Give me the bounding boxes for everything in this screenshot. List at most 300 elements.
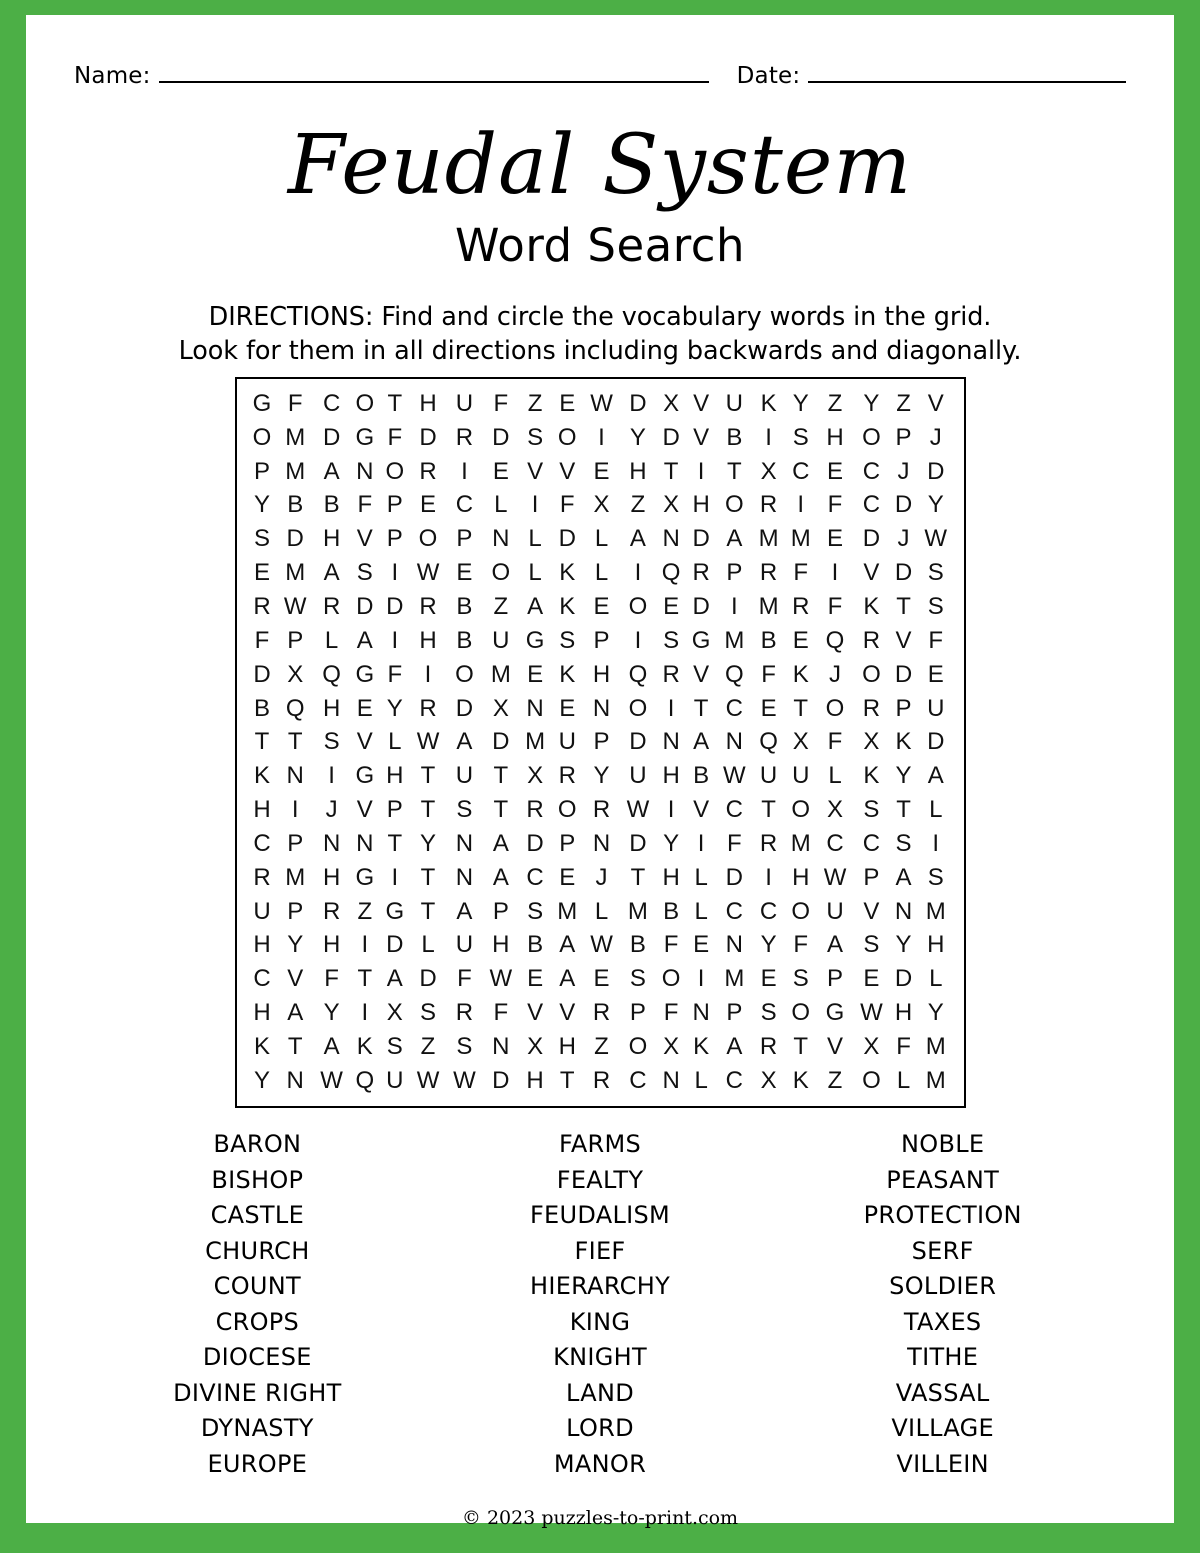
grid-cell[interactable]: G bbox=[355, 863, 375, 891]
grid-cell[interactable]: K bbox=[863, 762, 880, 790]
grid-cell[interactable]: I bbox=[730, 592, 738, 620]
grid-cell[interactable]: C bbox=[725, 694, 743, 722]
grid-cell[interactable]: Q bbox=[825, 626, 845, 654]
grid-cell[interactable]: C bbox=[862, 491, 881, 519]
grid-cell[interactable]: G bbox=[691, 626, 711, 654]
grid-cell[interactable]: F bbox=[793, 931, 809, 959]
grid-cell[interactable]: P bbox=[386, 525, 403, 553]
grid-cell[interactable]: Y bbox=[420, 829, 437, 857]
grid-cell[interactable]: R bbox=[592, 796, 611, 824]
grid-cell[interactable]: H bbox=[558, 1032, 576, 1060]
grid-cell[interactable]: Y bbox=[663, 829, 680, 857]
grid-cell[interactable]: N bbox=[356, 829, 374, 857]
grid-cell[interactable]: X bbox=[760, 457, 777, 485]
grid-cell[interactable]: H bbox=[662, 863, 680, 891]
grid-cell[interactable]: P bbox=[827, 965, 844, 993]
grid-cell[interactable]: L bbox=[929, 965, 943, 993]
word-list-item[interactable]: COUNT bbox=[213, 1272, 301, 1300]
grid-cell[interactable]: H bbox=[419, 626, 437, 654]
grid-cell[interactable]: O bbox=[862, 1066, 881, 1094]
grid-cell[interactable]: P bbox=[386, 796, 403, 824]
grid-cell[interactable]: K bbox=[559, 559, 576, 587]
grid-cell[interactable]: S bbox=[629, 965, 646, 993]
grid-cell[interactable]: N bbox=[725, 931, 743, 959]
grid-cell[interactable]: R bbox=[862, 626, 881, 654]
grid-cell[interactable]: P bbox=[593, 728, 610, 756]
grid-cell[interactable]: X bbox=[386, 999, 403, 1027]
grid-cell[interactable]: Y bbox=[287, 931, 304, 959]
grid-cell[interactable]: W bbox=[416, 728, 440, 756]
word-list-item[interactable]: TAXES bbox=[903, 1307, 982, 1336]
grid-cell[interactable]: H bbox=[927, 931, 945, 959]
grid-cell[interactable]: F bbox=[254, 626, 270, 654]
grid-cell[interactable]: C bbox=[862, 457, 881, 485]
grid-cell[interactable]: P bbox=[895, 694, 912, 722]
grid-cell[interactable]: S bbox=[456, 796, 473, 824]
grid-cell[interactable]: P bbox=[287, 626, 304, 654]
grid-cell[interactable]: X bbox=[527, 1032, 544, 1060]
grid-cell[interactable]: Z bbox=[827, 1066, 843, 1094]
grid-cell[interactable]: A bbox=[629, 525, 646, 553]
grid-cell[interactable]: T bbox=[559, 1066, 575, 1094]
grid-cell[interactable]: U bbox=[492, 626, 510, 654]
grid-cell[interactable]: E bbox=[827, 457, 844, 485]
grid-cell[interactable]: Z bbox=[357, 897, 373, 925]
grid-cell[interactable]: V bbox=[927, 389, 944, 417]
grid-cell[interactable]: N bbox=[894, 897, 913, 925]
grid-cell[interactable]: C bbox=[725, 1066, 743, 1094]
grid-cell[interactable]: S bbox=[527, 897, 544, 925]
grid-cell[interactable]: A bbox=[386, 965, 403, 993]
word-list-item[interactable]: FARMS bbox=[558, 1130, 642, 1158]
grid-cell[interactable]: L bbox=[896, 1066, 911, 1094]
grid-cell[interactable]: F bbox=[663, 999, 679, 1027]
grid-cell[interactable]: W bbox=[416, 1066, 440, 1094]
grid-cell[interactable]: D bbox=[455, 694, 474, 722]
grid-cell[interactable]: V bbox=[356, 525, 373, 553]
grid-cell[interactable]: C bbox=[759, 897, 778, 925]
grid-cell[interactable]: J bbox=[897, 457, 910, 485]
grid-cell[interactable]: Q bbox=[661, 559, 681, 587]
grid-cell[interactable]: E bbox=[863, 965, 880, 993]
grid-cell[interactable]: V bbox=[527, 457, 544, 485]
word-list-item[interactable]: LORD bbox=[566, 1414, 634, 1442]
grid-cell[interactable]: A bbox=[323, 457, 340, 485]
grid-cell[interactable]: D bbox=[386, 931, 404, 959]
grid-cell[interactable]: P bbox=[253, 457, 270, 485]
word-list-item[interactable]: VILLAGE bbox=[891, 1414, 994, 1442]
grid-cell[interactable]: P bbox=[629, 999, 646, 1027]
grid-cell[interactable]: K bbox=[559, 660, 576, 688]
grid-cell[interactable]: H bbox=[322, 694, 341, 722]
grid-cell[interactable]: O bbox=[791, 999, 811, 1027]
grid-cell[interactable]: M bbox=[285, 863, 306, 891]
grid-cell[interactable]: A bbox=[927, 762, 944, 790]
grid-cell[interactable]: F bbox=[793, 559, 809, 587]
grid-cell[interactable]: I bbox=[391, 559, 399, 587]
grid-cell[interactable]: P bbox=[726, 999, 743, 1027]
grid-cell[interactable]: A bbox=[895, 863, 912, 891]
word-list-item[interactable]: CROPS bbox=[215, 1307, 300, 1336]
grid-cell[interactable]: A bbox=[323, 559, 340, 587]
grid-cell[interactable]: M bbox=[490, 660, 511, 688]
grid-cell[interactable]: I bbox=[697, 829, 705, 857]
grid-cell[interactable]: A bbox=[726, 525, 743, 553]
grid-cell[interactable]: L bbox=[828, 762, 842, 790]
grid-cell[interactable]: M bbox=[525, 728, 546, 756]
grid-cell[interactable]: D bbox=[894, 965, 913, 993]
grid-cell[interactable]: T bbox=[357, 965, 373, 993]
grid-cell[interactable]: D bbox=[927, 728, 945, 756]
grid-cell[interactable]: I bbox=[667, 796, 675, 824]
grid-cell[interactable]: R bbox=[419, 694, 437, 722]
grid-cell[interactable]: S bbox=[663, 626, 680, 654]
word-list-item[interactable]: NOBLE bbox=[901, 1130, 985, 1158]
grid-cell[interactable]: Y bbox=[629, 423, 646, 451]
grid-cell[interactable]: T bbox=[793, 694, 809, 722]
grid-cell[interactable]: P bbox=[895, 423, 912, 451]
grid-cell[interactable]: T bbox=[287, 1032, 303, 1060]
grid-cell[interactable]: M bbox=[925, 1032, 946, 1060]
grid-cell[interactable]: S bbox=[792, 965, 809, 993]
date-write-line[interactable] bbox=[808, 80, 1126, 83]
word-list-item[interactable]: DYNASTY bbox=[200, 1414, 314, 1442]
grid-cell[interactable]: S bbox=[760, 999, 777, 1027]
grid-cell[interactable]: U bbox=[455, 762, 474, 790]
grid-cell[interactable]: W bbox=[453, 1066, 476, 1094]
grid-cell[interactable]: K bbox=[792, 1066, 809, 1094]
grid-cell[interactable]: F bbox=[559, 491, 575, 519]
grid-cell[interactable]: H bbox=[322, 863, 341, 891]
grid-cell[interactable]: E bbox=[356, 694, 373, 722]
grid-cell[interactable]: I bbox=[831, 559, 839, 587]
grid-cell[interactable]: I bbox=[697, 965, 705, 993]
grid-cell[interactable]: R bbox=[862, 694, 881, 722]
grid-cell[interactable]: U bbox=[927, 694, 945, 722]
grid-cell[interactable]: D bbox=[692, 525, 710, 553]
grid-cell[interactable]: E bbox=[527, 660, 544, 688]
grid-cell[interactable]: U bbox=[826, 897, 844, 925]
grid-cell[interactable]: F bbox=[493, 389, 509, 417]
grid-cell[interactable]: A bbox=[492, 829, 509, 857]
grid-cell[interactable]: S bbox=[386, 1032, 403, 1060]
grid-cell[interactable]: K bbox=[253, 1032, 270, 1060]
grid-cell[interactable]: P bbox=[559, 829, 576, 857]
grid-cell[interactable]: H bbox=[692, 491, 710, 519]
grid-cell[interactable]: A bbox=[527, 592, 544, 620]
grid-cell[interactable]: V bbox=[559, 999, 576, 1027]
grid-cell[interactable]: O bbox=[628, 592, 648, 620]
grid-cell[interactable]: V bbox=[895, 626, 912, 654]
grid-cell[interactable]: N bbox=[725, 728, 743, 756]
grid-cell[interactable]: T bbox=[493, 762, 509, 790]
grid-cell[interactable]: R bbox=[526, 796, 544, 824]
grid-cell[interactable]: M bbox=[724, 626, 745, 654]
grid-cell[interactable]: A bbox=[693, 728, 710, 756]
grid-cell[interactable]: A bbox=[323, 1032, 340, 1060]
grid-cell[interactable]: R bbox=[759, 1032, 778, 1060]
grid-cell[interactable]: L bbox=[388, 728, 402, 756]
grid-cell[interactable]: B bbox=[456, 626, 473, 654]
grid-cell[interactable]: Q bbox=[355, 1066, 375, 1094]
grid-cell[interactable]: L bbox=[324, 626, 339, 654]
grid-cell[interactable]: H bbox=[253, 931, 271, 959]
grid-cell[interactable]: H bbox=[629, 457, 647, 485]
grid-cell[interactable]: V bbox=[693, 389, 710, 417]
grid-cell[interactable]: W bbox=[860, 999, 883, 1027]
grid-cell[interactable]: U bbox=[629, 762, 647, 790]
word-list-item[interactable]: FEUDALISM bbox=[529, 1201, 671, 1229]
grid-cell[interactable]: T bbox=[663, 457, 679, 485]
grid-cell[interactable]: L bbox=[594, 897, 609, 925]
grid-cell[interactable]: V bbox=[356, 796, 373, 824]
grid-cell[interactable]: Q bbox=[628, 660, 648, 688]
grid-cell[interactable]: M bbox=[557, 897, 578, 925]
grid-cell[interactable]: S bbox=[863, 931, 880, 959]
grid-cell[interactable]: T bbox=[387, 829, 403, 857]
grid-cell[interactable]: N bbox=[592, 694, 611, 722]
grid-cell[interactable]: I bbox=[361, 999, 369, 1027]
grid-cell[interactable]: O bbox=[791, 897, 811, 925]
grid-cell[interactable]: H bbox=[894, 999, 913, 1027]
grid-cell[interactable]: R bbox=[419, 592, 437, 620]
grid-cell[interactable]: W bbox=[823, 863, 847, 891]
grid-cell[interactable]: D bbox=[356, 592, 374, 620]
grid-cell[interactable]: R bbox=[322, 897, 341, 925]
grid-cell[interactable]: N bbox=[662, 728, 680, 756]
grid-cell[interactable]: W bbox=[590, 389, 613, 417]
grid-cell[interactable]: M bbox=[925, 1066, 946, 1094]
grid-cell[interactable]: P bbox=[726, 559, 743, 587]
grid-cell[interactable]: W bbox=[320, 1066, 343, 1094]
grid-cell[interactable]: A bbox=[456, 728, 473, 756]
grid-cell[interactable]: F bbox=[387, 660, 403, 688]
grid-cell[interactable]: X bbox=[827, 796, 844, 824]
grid-cell[interactable]: M bbox=[285, 559, 306, 587]
grid-cell[interactable]: U bbox=[455, 931, 474, 959]
grid-cell[interactable]: U bbox=[558, 728, 576, 756]
grid-cell[interactable]: O bbox=[862, 423, 881, 451]
grid-cell[interactable]: F bbox=[493, 999, 509, 1027]
grid-cell[interactable]: U bbox=[386, 1066, 404, 1094]
grid-cell[interactable]: T bbox=[896, 592, 911, 620]
grid-cell[interactable]: E bbox=[420, 491, 437, 519]
grid-cell[interactable]: O bbox=[355, 389, 375, 417]
grid-cell[interactable]: S bbox=[927, 559, 944, 587]
word-list-item[interactable]: VILLEIN bbox=[896, 1449, 989, 1478]
word-list-item[interactable]: HIERARCHY bbox=[529, 1272, 671, 1300]
grid-cell[interactable]: B bbox=[287, 491, 304, 519]
grid-cell[interactable]: H bbox=[253, 796, 271, 824]
grid-cell[interactable]: L bbox=[929, 796, 943, 824]
grid-cell[interactable]: E bbox=[253, 559, 270, 587]
grid-cell[interactable]: A bbox=[827, 931, 844, 959]
grid-cell[interactable]: A bbox=[559, 931, 576, 959]
grid-cell[interactable]: M bbox=[758, 592, 779, 620]
grid-cell[interactable]: G bbox=[355, 660, 375, 688]
grid-cell[interactable]: H bbox=[322, 525, 341, 553]
grid-cell[interactable]: F bbox=[896, 1032, 911, 1060]
grid-cell[interactable]: U bbox=[725, 389, 743, 417]
grid-cell[interactable]: V bbox=[863, 559, 880, 587]
grid-cell[interactable]: S bbox=[927, 863, 944, 891]
grid-cell[interactable]: H bbox=[662, 762, 680, 790]
grid-cell[interactable]: F bbox=[761, 660, 776, 688]
grid-cell[interactable]: Y bbox=[895, 762, 912, 790]
grid-cell[interactable]: O bbox=[491, 559, 511, 587]
grid-cell[interactable]: E bbox=[593, 965, 610, 993]
grid-cell[interactable]: H bbox=[492, 931, 510, 959]
grid-cell[interactable]: R bbox=[455, 999, 474, 1027]
grid-cell[interactable]: M bbox=[790, 525, 811, 553]
grid-cell[interactable]: T bbox=[420, 762, 436, 790]
grid-cell[interactable]: W bbox=[489, 965, 513, 993]
grid-cell[interactable]: Y bbox=[895, 931, 912, 959]
grid-cell[interactable]: N bbox=[526, 694, 544, 722]
grid-cell[interactable]: P bbox=[492, 897, 509, 925]
grid-cell[interactable]: I bbox=[765, 423, 772, 451]
grid-cell[interactable]: C bbox=[322, 389, 341, 417]
grid-cell[interactable]: I bbox=[391, 626, 399, 654]
grid-cell[interactable]: Y bbox=[792, 389, 809, 417]
word-list-item[interactable]: PROTECTION bbox=[863, 1201, 1022, 1229]
grid-cell[interactable]: A bbox=[726, 1032, 743, 1060]
grid-cell[interactable]: C bbox=[826, 829, 844, 857]
grid-cell[interactable]: S bbox=[559, 626, 576, 654]
grid-cell[interactable]: X bbox=[527, 762, 544, 790]
grid-cell[interactable]: V bbox=[827, 1032, 844, 1060]
word-list-item[interactable]: VASSAL bbox=[895, 1378, 990, 1407]
grid-cell[interactable]: K bbox=[895, 728, 912, 756]
grid-cell[interactable]: S bbox=[527, 423, 544, 451]
grid-cell[interactable]: Z bbox=[630, 491, 646, 519]
grid-cell[interactable]: K bbox=[792, 660, 809, 688]
grid-cell[interactable]: X bbox=[792, 728, 809, 756]
grid-cell[interactable]: R bbox=[322, 592, 341, 620]
word-list-item[interactable]: BARON bbox=[213, 1130, 302, 1158]
grid-cell[interactable]: Y bbox=[323, 999, 340, 1027]
word-search-grid[interactable] bbox=[235, 377, 966, 1108]
grid-cell[interactable]: P bbox=[593, 626, 610, 654]
grid-cell[interactable]: L bbox=[528, 559, 542, 587]
grid-cell[interactable]: N bbox=[592, 829, 611, 857]
grid-cell[interactable]: H bbox=[526, 1066, 544, 1094]
grid-cell[interactable]: S bbox=[895, 829, 912, 857]
grid-cell[interactable]: C bbox=[526, 863, 544, 891]
grid-cell[interactable]: Y bbox=[760, 931, 777, 959]
grid-cell[interactable]: E bbox=[827, 525, 844, 553]
grid-cell[interactable]: I bbox=[361, 931, 369, 959]
grid-cell[interactable]: V bbox=[693, 660, 710, 688]
grid-cell[interactable]: X bbox=[760, 1066, 777, 1094]
grid-cell[interactable]: Q bbox=[759, 728, 778, 756]
grid-cell[interactable]: C bbox=[725, 796, 743, 824]
grid-cell[interactable]: I bbox=[765, 863, 772, 891]
grid-cell[interactable]: D bbox=[662, 423, 680, 451]
grid-cell[interactable]: V bbox=[693, 796, 710, 824]
grid-cell[interactable]: O bbox=[252, 423, 272, 451]
grid-cell[interactable]: R bbox=[759, 491, 778, 519]
grid-cell[interactable]: Z bbox=[493, 592, 509, 620]
grid-cell[interactable]: Y bbox=[927, 491, 944, 519]
grid-cell[interactable]: F bbox=[357, 491, 373, 519]
grid-cell[interactable]: C bbox=[792, 457, 810, 485]
grid-cell[interactable]: E bbox=[760, 694, 777, 722]
grid-cell[interactable]: A bbox=[559, 965, 576, 993]
grid-cell[interactable]: W bbox=[924, 525, 948, 553]
grid-cell[interactable]: F bbox=[663, 931, 679, 959]
word-list-item[interactable]: EUROPE bbox=[207, 1449, 308, 1478]
grid-cell[interactable]: N bbox=[692, 999, 710, 1027]
grid-cell[interactable]: E bbox=[927, 660, 944, 688]
grid-cell[interactable]: D bbox=[492, 423, 510, 451]
grid-cell[interactable]: G bbox=[525, 626, 545, 654]
grid-cell[interactable]: W bbox=[590, 931, 613, 959]
word-list-item[interactable]: KNIGHT bbox=[553, 1343, 647, 1371]
grid-cell[interactable]: E bbox=[593, 592, 610, 620]
grid-cell[interactable]: R bbox=[592, 999, 611, 1027]
grid-cell[interactable]: U bbox=[759, 762, 778, 790]
grid-cell[interactable]: L bbox=[594, 525, 609, 553]
grid-cell[interactable]: D bbox=[894, 491, 913, 519]
grid-cell[interactable]: I bbox=[634, 559, 642, 587]
word-list-item[interactable]: KING bbox=[569, 1307, 631, 1336]
word-list-item[interactable]: FEALTY bbox=[556, 1165, 644, 1194]
grid-cell[interactable]: M bbox=[627, 897, 648, 925]
grid-cell[interactable]: R bbox=[253, 592, 271, 620]
grid-cell[interactable]: I bbox=[634, 626, 642, 654]
grid-cell[interactable]: R bbox=[455, 423, 474, 451]
word-list-item[interactable]: FIEF bbox=[574, 1236, 626, 1265]
grid-cell[interactable]: V bbox=[527, 999, 544, 1027]
grid-cell[interactable]: O bbox=[661, 965, 681, 993]
grid-cell[interactable]: E bbox=[693, 931, 710, 959]
grid-cell[interactable]: L bbox=[694, 897, 708, 925]
grid-cell[interactable]: D bbox=[894, 559, 913, 587]
grid-cell[interactable]: V bbox=[287, 965, 304, 993]
grid-cell[interactable]: E bbox=[559, 694, 576, 722]
grid-cell[interactable]: V bbox=[693, 423, 710, 451]
name-write-line[interactable] bbox=[159, 80, 709, 83]
grid-cell[interactable]: P bbox=[456, 525, 473, 553]
grid-cell[interactable]: P bbox=[287, 897, 304, 925]
grid-cell[interactable]: A bbox=[492, 863, 509, 891]
grid-cell[interactable]: O bbox=[862, 660, 881, 688]
word-list-item[interactable]: DIOCESE bbox=[202, 1343, 312, 1371]
grid-cell[interactable]: D bbox=[386, 592, 404, 620]
grid-cell[interactable]: U bbox=[792, 762, 810, 790]
grid-cell[interactable]: K bbox=[760, 389, 777, 417]
grid-cell[interactable]: I bbox=[391, 863, 399, 891]
grid-cell[interactable]: R bbox=[792, 592, 810, 620]
grid-cell[interactable]: X bbox=[863, 1032, 880, 1060]
grid-cell[interactable]: E bbox=[593, 457, 610, 485]
grid-cell[interactable]: F bbox=[457, 965, 472, 993]
grid-cell[interactable]: S bbox=[420, 999, 437, 1027]
grid-cell[interactable]: V bbox=[356, 728, 373, 756]
grid-cell[interactable]: D bbox=[725, 863, 743, 891]
grid-cell[interactable]: M bbox=[758, 525, 779, 553]
grid-cell[interactable]: D bbox=[629, 728, 647, 756]
grid-cell[interactable]: T bbox=[493, 796, 509, 824]
grid-cell[interactable]: P bbox=[863, 863, 880, 891]
word-list-item[interactable]: CASTLE bbox=[210, 1201, 305, 1229]
grid-cell[interactable]: N bbox=[455, 829, 474, 857]
grid-cell[interactable]: W bbox=[416, 559, 440, 587]
grid-cell[interactable]: F bbox=[928, 626, 944, 654]
grid-cell[interactable]: W bbox=[723, 762, 746, 790]
grid-cell[interactable]: D bbox=[419, 965, 437, 993]
